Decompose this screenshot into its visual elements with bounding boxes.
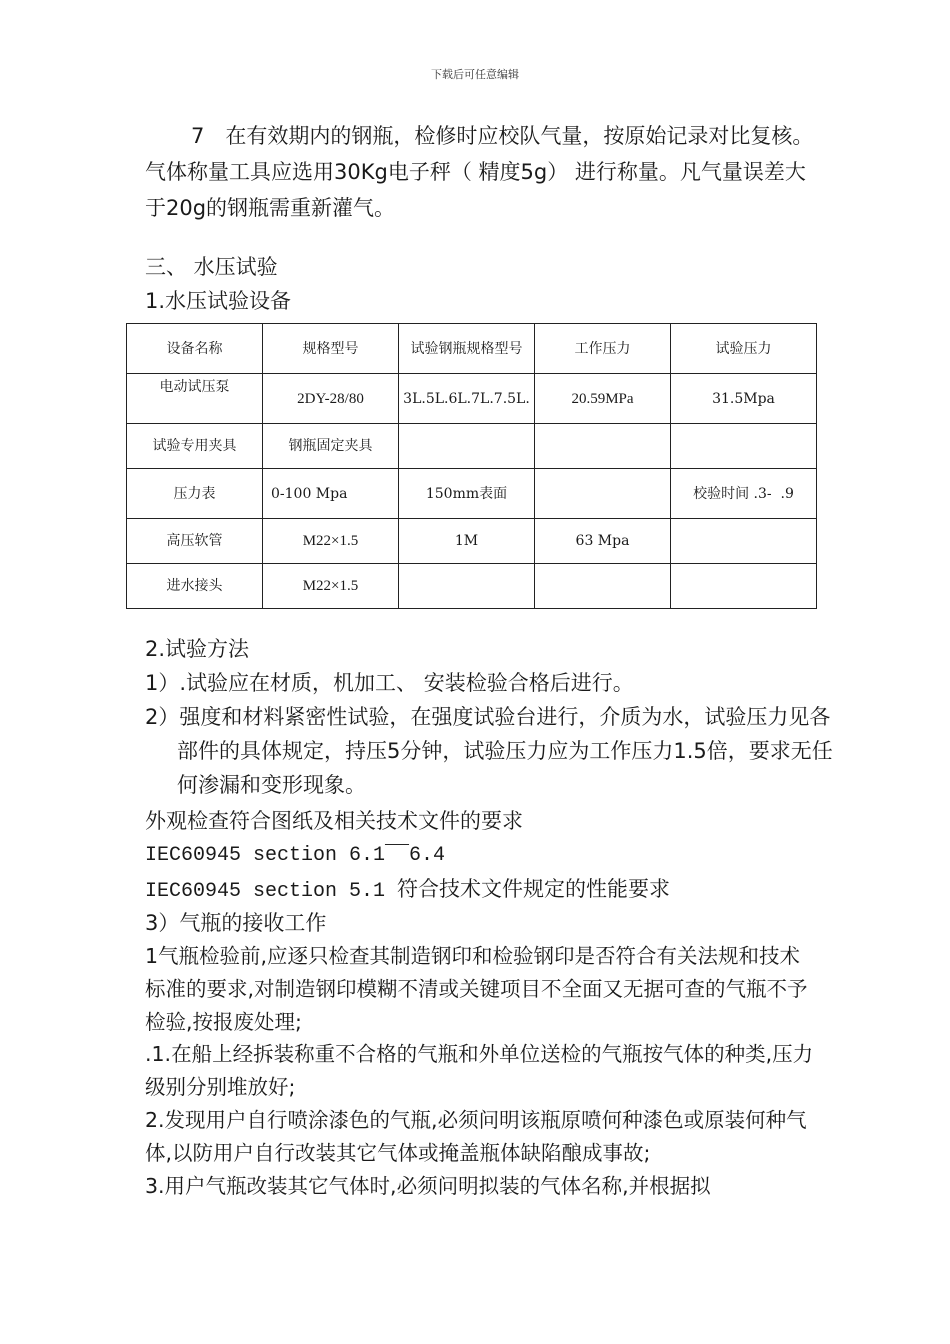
table-cell — [671, 519, 817, 564]
table-cell: 校验时间 .3- .9 — [671, 469, 817, 519]
table-cell: 钢瓶固定夹具 — [263, 424, 399, 469]
table-cell — [399, 424, 535, 469]
paragraph-item-7: 7 在有效期内的钢瓶，检修时应校队气量，按原始记录对比复核。气体称量工具应选用30Kg电子秤（ 精度5g） 进行称量。凡气量误差大于20g的钢瓶需重新灌气。 — [145, 124, 814, 220]
table-row — [127, 564, 817, 609]
table-cell: 20.59MPa — [535, 374, 671, 424]
column-header: 试验压力 — [671, 324, 817, 374]
table-cell: 150mm表面 — [399, 469, 535, 519]
receiving-paragraph-4: 3.用户气瓶改装其它气体时,必须问明拟装的气体名称,并根据拟 — [145, 1174, 711, 1198]
list-item-1: 1）.试验应在材质，机加工、 安装检验合格后进行。 — [145, 671, 634, 695]
table-cell: 电动试压泵 — [127, 374, 263, 424]
table-row — [127, 374, 817, 424]
table-cell: 压力表 — [127, 469, 263, 519]
column-header: 设备名称 — [127, 324, 263, 374]
list-item-2: 2）强度和材料紧密性试验，在强度试验台进行，介质为水，试验压力见各部件的具体规定，持压5分钟，试验压力应为工作压力1.5倍，要求无任何渗漏和变形现象。 — [145, 705, 833, 797]
column-header: 工作压力 — [535, 324, 671, 374]
table-cell: 3L.5L.6L.7L.7.5L. — [399, 374, 535, 424]
table-cell: 进水接头 — [127, 564, 263, 609]
table-cell: 0-100 Mpa — [263, 469, 399, 519]
table-cell — [535, 564, 671, 609]
table-cell: M22×1.5 — [263, 519, 399, 564]
section-title-hydrostatic-test: 三、 水压试验 — [145, 255, 278, 279]
table-cell — [671, 564, 817, 609]
iec-reference-line-2 — [145, 872, 815, 909]
iec-description: 符合技术文件规定的性能要求 — [397, 877, 671, 901]
table-header-row — [127, 324, 817, 374]
table-cell — [671, 424, 817, 469]
table-cell: 31.5Mpa — [671, 374, 817, 424]
column-header: 试验钢瓶规格型号 — [399, 324, 535, 374]
column-header: 规格型号 — [263, 324, 399, 374]
table-cell — [535, 424, 671, 469]
table-row — [127, 424, 817, 469]
page-header: 下载后可任意编辑 — [431, 68, 519, 81]
table-row — [127, 519, 817, 564]
subsection-title-equipment: 1.水压试验设备 — [145, 289, 292, 313]
table-cell: 高压软管 — [127, 519, 263, 564]
list-item-3: 3）气瓶的接收工作 — [145, 911, 327, 935]
table-cell: 试验专用夹具 — [127, 424, 263, 469]
iec-reference-line-1: IEC60945 section 6.1¯¯6.4 — [145, 844, 446, 867]
receiving-paragraph-1: 1气瓶检验前,应逐只检查其制造钢印和检验钢印是否符合有关法规和技术标准的要求,对制造钢印模糊不清或关键项目不全面又无据可查的气瓶不予检验,按报废处理; — [145, 944, 808, 1034]
appearance-check-line: 外观检查符合图纸及相关技术文件的要求 — [145, 809, 523, 833]
table-cell: M22×1.5 — [263, 564, 399, 609]
table-cell: 2DY-28/80 — [263, 374, 399, 424]
table-cell — [399, 564, 535, 609]
receiving-paragraph-2: .1.在船上经拆装称重不合格的气瓶和外单位送检的气瓶按气体的种类,压力级别分别堆放好; — [145, 1042, 814, 1099]
iec-code: IEC60945 section 5.1 — [145, 880, 398, 903]
table-row — [127, 469, 817, 519]
receiving-paragraph-3: 2.发现用户自行喷涂漆色的气瓶,必须问明该瓶原喷何种漆色或原装何种气体,以防用户自行改装其它气体或掩盖瓶体缺陷酿成事故; — [145, 1108, 807, 1165]
table-cell — [535, 469, 671, 519]
equipment-table — [126, 323, 817, 609]
table-cell: 63 Mpa — [535, 519, 671, 564]
table-cell: 1M — [399, 519, 535, 564]
subsection-title-test-method: 2.试验方法 — [145, 637, 250, 661]
